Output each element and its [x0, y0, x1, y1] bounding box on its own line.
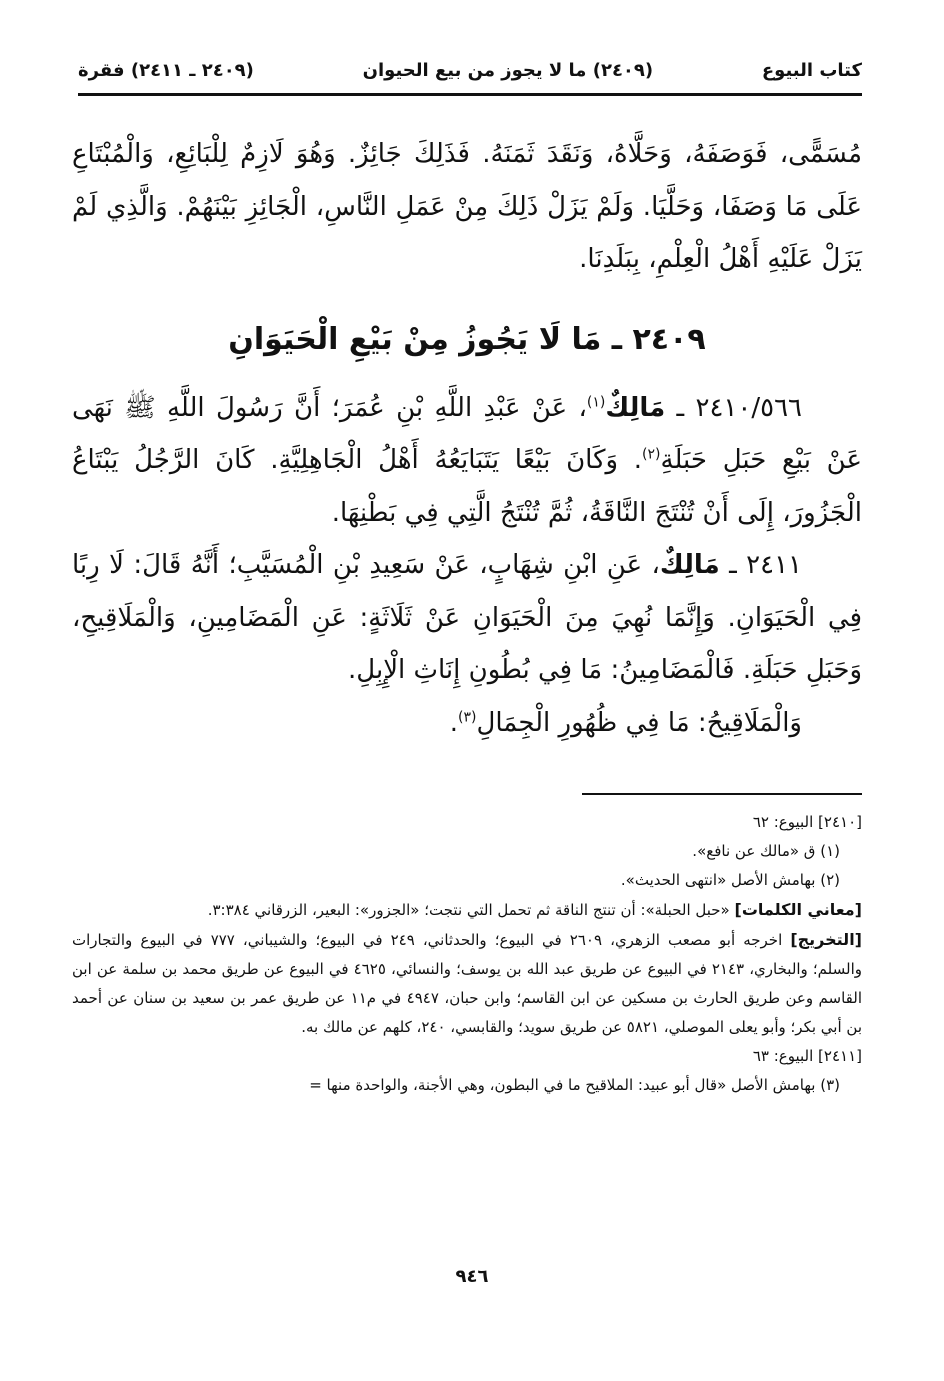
hadith-2411-number: ٢٤١١ ـ	[729, 550, 803, 580]
intro-paragraph: مُسَمًّى، فَوَصَفَهُ، وَحَلَّاهُ، وَنَقَدَ ثَمَنَهُ. فَذَلِكَ جَائِزٌ. وَهُوَ لَازِمٌ لِلْبَائِعِ، وَالْمُبْتَاعِ عَلَى مَا وَصَفَا، وَحَلَّيَا. وَلَمْ يَزَلْ ذَلِكَ مِنْ عَمَلِ النَّاسِ، الْجَائِزِ بَيْنَهُمْ. وَالَّذِي لَمْ يَزَلْ عَلَيْهِ أَهْلُ الْعِلْمِ، بِبَلَدِنَا.	[72, 139, 862, 274]
header-chapter-title: (٢٤٠٩) ما لا يجوز من بيع الحيوان	[362, 59, 654, 81]
hadith-2410-number: ٢٤١٠/٥٦٦ ـ	[676, 392, 803, 423]
main-text	[72, 128, 862, 749]
footnote-1: (١) ق «مالك عن نافع».	[692, 842, 840, 860]
note-2410-tag: [٢٤١٠]	[818, 813, 862, 831]
takhrij-text: اخرجه أبو مصعب الزهري، ٢٦٠٩ في البيوع؛ والحدثاني، ٢٤٩ في البيوع؛ والشيباني، ٧٧٧ في البيوع والتجارات والسلم؛ والبخاري، ٢١٤٣ في البيوع عن طريق عبد الله بن يوسف؛ والنسائي، ٤٦٢٥ في البيوع عن طريق محمد بن سلمة عن ابن القاسم وعن طريق الحارث بن مسكين عن ابن القاسم؛ وابن حبان، ٤٩٤٧ في م١١ عن طريق عمر بن سعيد بن سنان عن أحمد بن أبي بكر؛ وأبو يعلى الموصلي، ٥٨٢١ عن طريق سويد؛ والقابسي، ٢٤٠، كلهم عن مالك به.	[72, 931, 863, 1036]
word-meanings-text: «حبل الحبلة»: أن تنتج الناقة ثم تحمل التي نتجت؛ «الجزور»: البعير، الزرقاني ٣:٣٨٤.	[207, 901, 735, 919]
note-2411-ref: البيوع: ٦٣	[752, 1047, 819, 1065]
footnote-separator	[582, 793, 862, 795]
hadith-2411	[72, 539, 862, 697]
hadith-2410-narrator: مَالِكٌ	[605, 392, 666, 423]
footnote-ref-1[interactable]: (١)	[586, 393, 606, 410]
malaqih-text: وَالْمَلَاقِيحُ: مَا فِي ظُهُورِ الْجِمَالِ	[476, 707, 802, 738]
header-rule	[78, 93, 862, 96]
hadith-2411-text: ، عَنِ ابْنِ شِهَابٍ، عَنْ سَعِيدِ بْنِ الْمُسَيَّبِ؛ أَنَّهُ قَالَ: لَا رِبًا فِي الْحَيَوَانِ. وَإِنَّمَا نُهِيَ مِنَ الْحَيَوَانِ عَنْ ثَلَاثَةٍ: عَنِ الْمَضَامِينِ، وَالْمَلَاقِيحِ، وَحَبَلِ حَبَلَةِ. فَالْمَضَامِينُ: مَا فِي بُطُونِ إِنَاثِ الْإِبِلِ.	[72, 550, 862, 685]
word-meanings-label: [معاني الكلمات]	[734, 900, 862, 919]
footnote-ref-2[interactable]: (٢)	[642, 446, 661, 463]
chapter-heading: ٢٤٠٩ ـ مَا لَا يَجُوزُ مِنْ بَيْعِ الْحَيَوَانِ	[228, 321, 706, 357]
note-2410-ref: البيوع: ٦٢	[752, 813, 819, 831]
malaqih-paragraph: وَالْمَلَاقِيحُ: مَا فِي ظُهُورِ الْجِمَالِ$^{(٣)}$.	[449, 707, 802, 738]
footnote-2: (٢) بهامش الأصل «انتهى الحديث».	[620, 871, 840, 889]
hadith-2411-narrator: مَالِكٌ	[659, 550, 720, 580]
hadith-2410-text-cont: . وَكَانَ بَيْعًا يَتَبَايَعُهُ أَهْلُ الْجَاهِلِيَّةِ. كَانَ الرَّجُلُ يَبْتَاعُ الْجَزُورَ، إِلَى أَنْ تُنْتَجَ النَّاقَةُ، ثُمَّ تُنْتَجُ الَّتِي فِي بَطْنِهَا.	[72, 445, 862, 528]
footnotes	[72, 808, 862, 1100]
word-meanings	[72, 895, 862, 925]
page-number: ٩٤٦	[455, 1266, 489, 1287]
takhrij-label: [التخريج]	[790, 930, 862, 949]
note-2411-tag: [٢٤١١]	[818, 1047, 862, 1065]
note-2411-source	[72, 1042, 862, 1071]
footnote-3: (٣) بهامش الأصل «قال أبو عبيد: الملاقيح ما في البطون، وهي الأجنة، والواحدة منها =	[309, 1076, 840, 1094]
header-paragraph-range: (٢٤٠٩ ـ ٢٤١١) فقرة	[78, 59, 254, 81]
running-header	[78, 50, 862, 90]
hadith-2410-text: ، عَنْ عَبْدِ اللَّهِ بْنِ عُمَرَ؛ أَنَّ رَسُولَ اللَّهِ ﷺ نَهَى عَنْ بَيْعِ حَبَلِ حَبَلَةِ	[72, 392, 862, 475]
takhrij	[72, 925, 862, 1042]
hadith-2410	[72, 382, 862, 540]
header-book-title: كتاب البيوع	[761, 59, 862, 81]
note-2410-source	[72, 808, 862, 837]
footnote-ref-3[interactable]: (٣)	[458, 708, 477, 725]
